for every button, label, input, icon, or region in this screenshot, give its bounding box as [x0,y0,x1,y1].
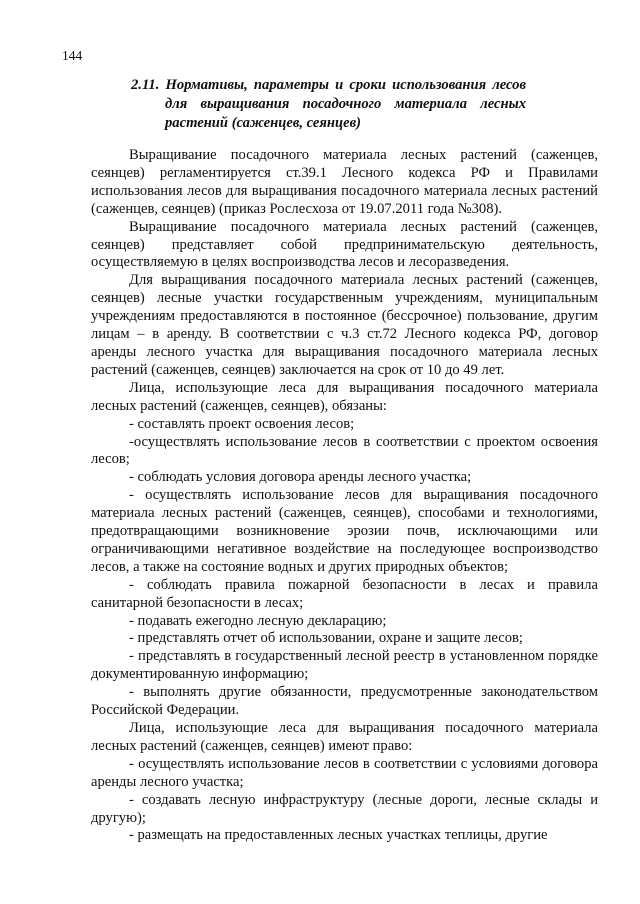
list-item: - представлять отчет об использовании, охране и защите лесов; [129,630,523,647]
list-item: - размещать на предоставленных лесных участках теплицы, другие [129,827,548,844]
paragraph: Выращивание посадочного материала лесных растений (саженцев, сеянцев) представляет собой предпринимательскую деятельность, осуществляемую в целях воспроизводства лесов и лесоразведения. [91,218,598,271]
heading-line: 2.11. Нормативы, параметры и сроки использования лесов [131,77,526,93]
paragraph: Лица, использующие леса для выращивания посадочного материала лесных растений (саженцев, сеянцев), обязаны: [91,379,598,414]
list-item: - соблюдать условия договора аренды лесного участка; [129,469,472,486]
list-item: -осуществлять использование лесов в соответствии с проектом освоения лесов; [91,433,598,468]
paragraph: Лица, использующие леса для выращивания посадочного материала лесных растений (саженцев, сеянцев) имеют право: [91,720,598,754]
list-item: - осуществлять использование лесов в соответствии с условиями договора аренды лесного участка; [91,755,598,790]
list-item: - подавать ежегодно лесную декларацию; [129,612,387,629]
list-item: - осуществлять использование лесов для выращивания посадочного материала лесных растений (саженцев, сеянцев), способами и технологиями, предотвращающими возникновение эрозии почв, исключающими или ограничивающими негативное воздействие на последующее воспроизводство лесов, а также на состояние водных и других природных объектов; [91,487,598,575]
list-item: - создавать лесную инфраструктуру (лесные дороги, лесные склады и другую); [91,791,598,826]
list-item: - выполнять другие обязанности, предусмотренные законодательством Российской Федерации. [91,684,598,719]
paragraph: Выращивание посадочного материала лесных растений (саженцев, сеянцев) регламентируется ст.39.1 Лесного кодекса РФ и Правилами использования лесов для выращивания посадочного материала лесных растений (саженцев, сеянцев) (приказ Рослесхоза от 19.07.2011 года №308). [91,147,598,217]
list-item: - составлять проект освоения лесов; [129,415,355,432]
paragraph: Для выращивания посадочного материала лесных растений (саженцев, сеянцев) лесные участки государственным учреждениям, муниципальным учреждениям предоставляются в постоянное (бессрочное) пользование, другим лицам – в аренду. В соответствии с ч.3 ст.72 Лесного кодекса РФ, договор аренды лесного участка для выращивания посадочного материала лесных растений (саженцев, сеянцев) заключается на срок от 10 до 49 лет. [91,272,598,378]
heading-line: для выращивания посадочного материала лесных [165,96,526,112]
list-item: - представлять в государственный лесной реестр в установленном порядке документированную информацию; [91,648,598,683]
body-text [91,147,598,845]
page-number: 144 [62,48,83,63]
heading-line: растений (саженцев, сеянцев) [165,115,361,131]
list-item: - соблюдать правила пожарной безопасности в лесах и правила санитарной безопасности в лесах; [91,576,598,611]
